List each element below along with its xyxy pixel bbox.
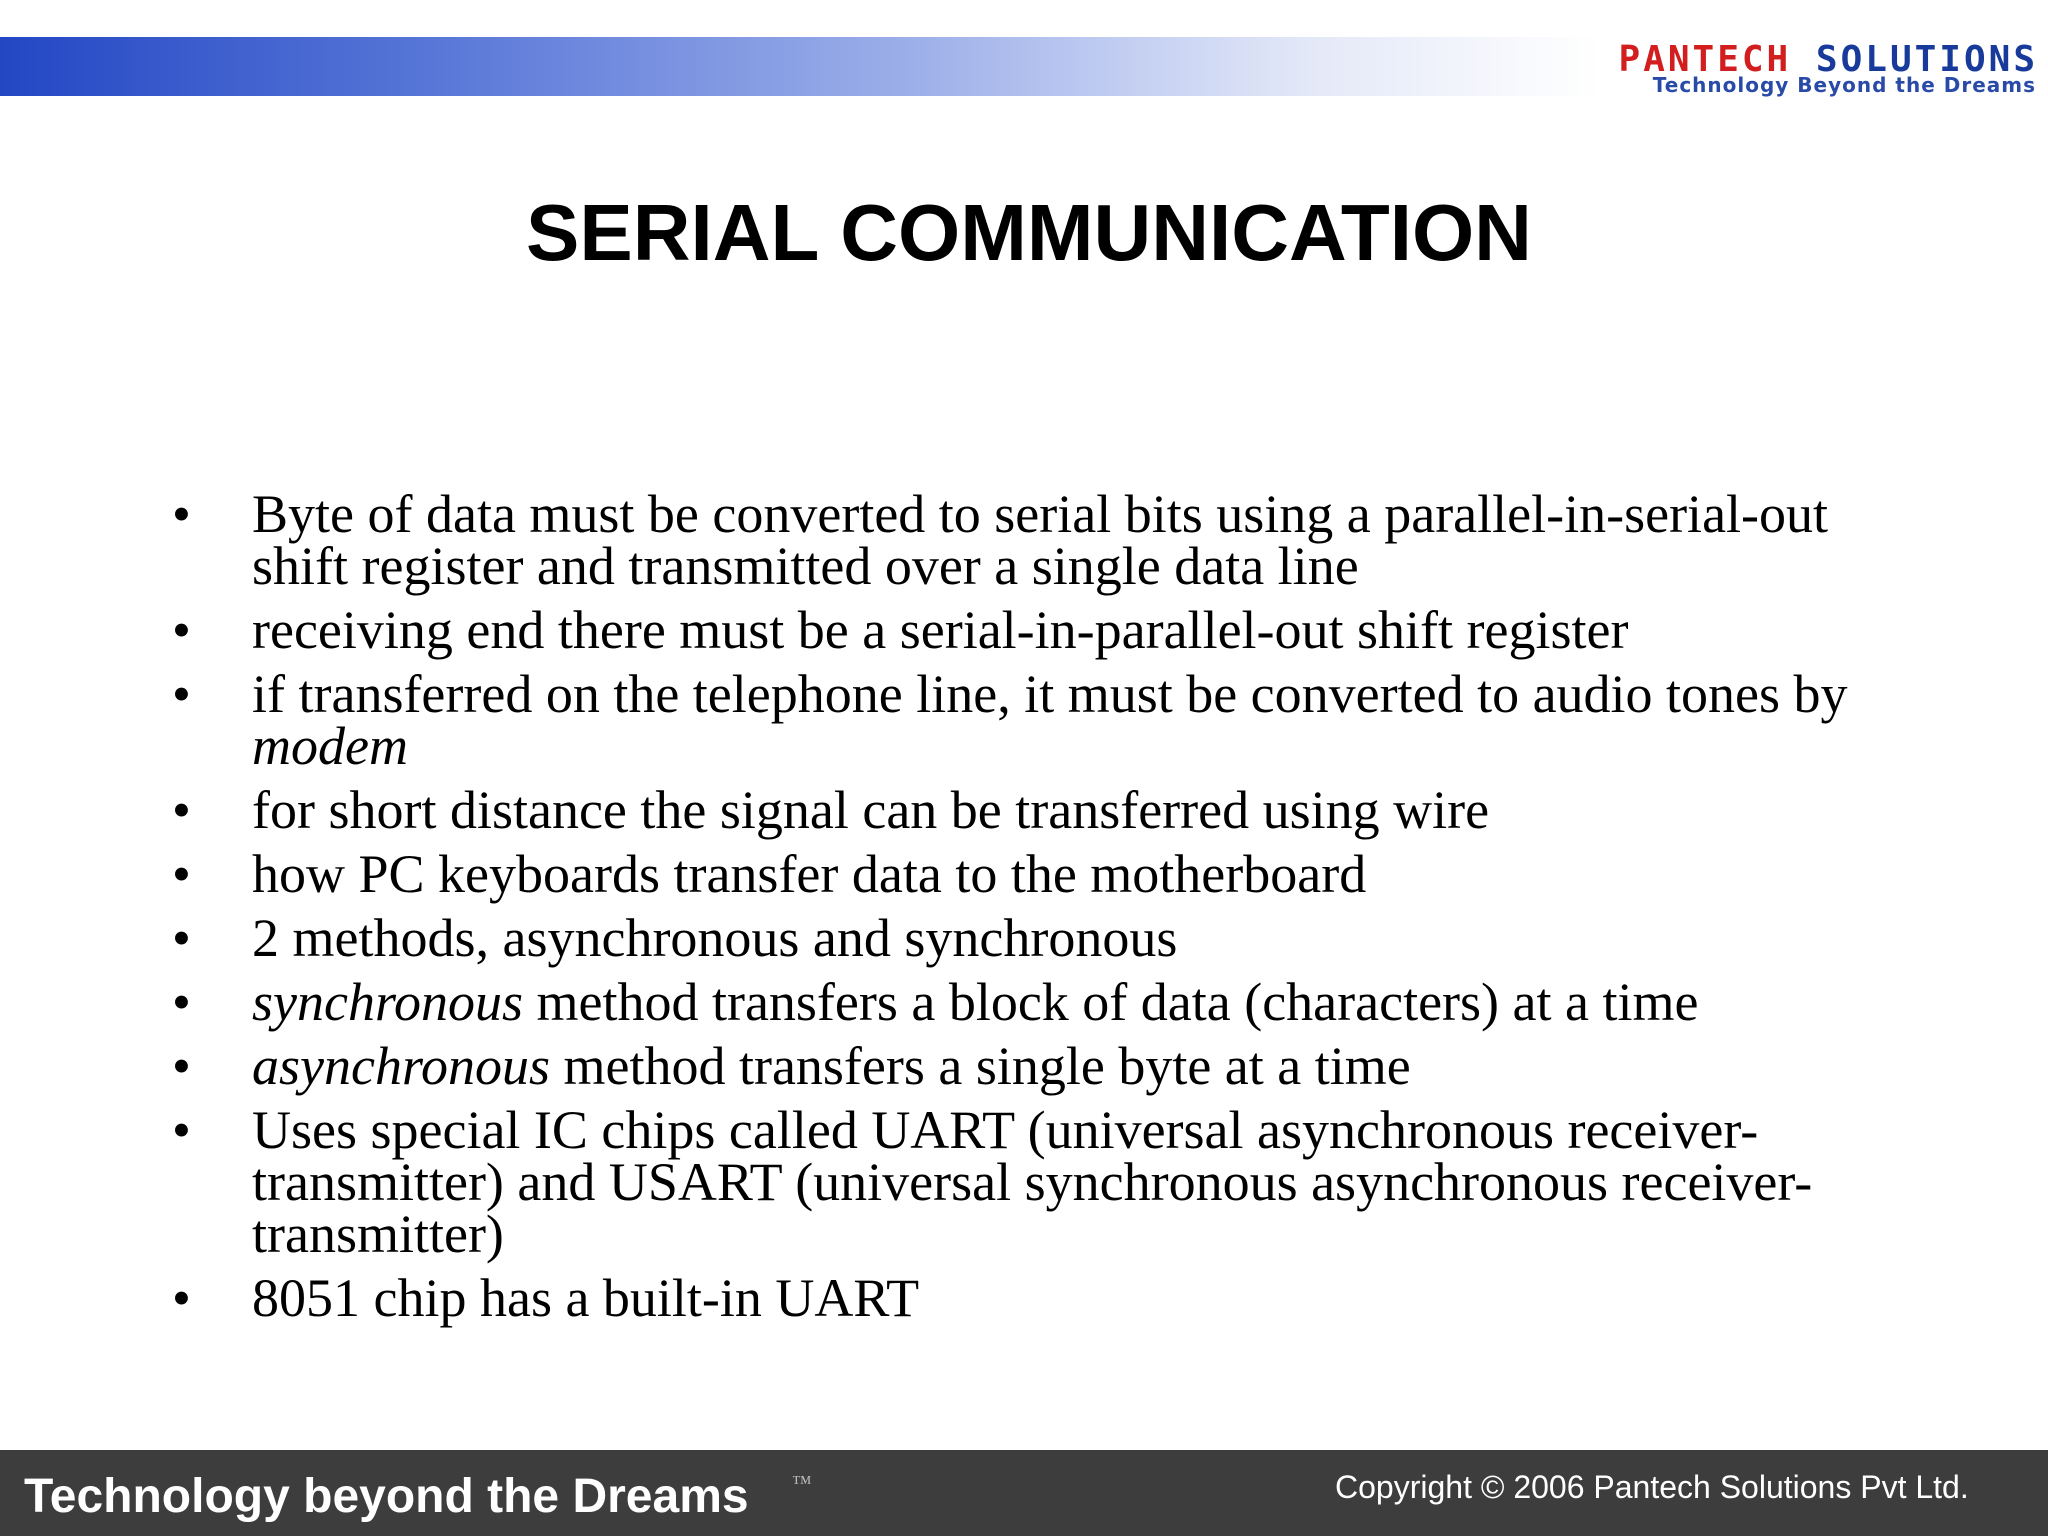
bullet-text-segment: if transferred on the telephone line, it must be converted to audio tones by bbox=[252, 664, 1848, 724]
bullet-item bbox=[172, 664, 1932, 776]
bullet-dot: • bbox=[172, 844, 191, 904]
bullet-text-segment: receiving end there must be a serial-in-parallel-out shift register bbox=[252, 600, 1629, 660]
bullet-text-segment: 2 methods, asynchronous and synchronous bbox=[252, 908, 1178, 968]
bullet-item bbox=[172, 844, 1932, 904]
bullet-text-segment: Byte of data must be converted to serial bits using a parallel-in-serial-out shift register and transmitted over a single data line bbox=[252, 484, 1829, 596]
bullet-dot: • bbox=[172, 1100, 191, 1160]
bullet-text bbox=[252, 484, 1828, 596]
bullet-italic-term: synchronous bbox=[252, 972, 523, 1032]
bullet-dot: • bbox=[172, 600, 191, 660]
bullet-italic-term: modem bbox=[252, 716, 408, 776]
bullet-text bbox=[252, 780, 1489, 840]
bullet-text bbox=[252, 1036, 1411, 1096]
bullet-dot: • bbox=[172, 1036, 191, 1096]
header-gradient-band bbox=[0, 37, 1600, 96]
bullet-item bbox=[172, 600, 1932, 660]
bullet-item bbox=[172, 1100, 1932, 1264]
bullet-text-segment: how PC keyboards transfer data to the motherboard bbox=[252, 844, 1367, 904]
bullet-text bbox=[252, 600, 1628, 660]
bullet-text-segment: method transfers a block of data (characters) at a time bbox=[522, 972, 1699, 1032]
pantech-logo bbox=[1548, 40, 2038, 100]
bullet-text bbox=[252, 908, 1177, 968]
bullet-italic-term: asynchronous bbox=[252, 1036, 550, 1096]
bullet-text-segment: 8051 chip has a built-in UART bbox=[252, 1268, 920, 1328]
bullet-item bbox=[172, 780, 1932, 840]
logo-tagline: Technology Beyond the Dreams bbox=[1652, 73, 2036, 97]
bullet-dot: • bbox=[172, 972, 191, 1032]
bullet-dot: • bbox=[172, 780, 191, 840]
bullet-list bbox=[172, 484, 1932, 1336]
bullet-text bbox=[252, 844, 1366, 904]
bullet-dot: • bbox=[172, 664, 191, 724]
bullet-item bbox=[172, 1036, 1932, 1096]
bullet-item bbox=[172, 972, 1932, 1032]
bullet-text-segment: for short distance the signal can be transferred using wire bbox=[252, 780, 1490, 840]
footer-copyright: Copyright © 2006 Pantech Solutions Pvt Ltd. bbox=[1335, 1469, 1969, 1505]
bullet-dot: • bbox=[172, 908, 191, 968]
bullet-text-segment: Uses special IC chips called UART (universal asynchronous receiver-transmitter) and USART (universal synchronous asynchronous receiver-transmitter) bbox=[252, 1100, 1813, 1264]
bullet-text bbox=[252, 664, 1848, 776]
bullet-text bbox=[252, 1268, 919, 1328]
logo-brand-part-a: PANTECH bbox=[1618, 39, 1792, 80]
footer-tagline: Technology beyond the Dreams bbox=[24, 1470, 749, 1523]
logo-brand-part-b: SOLUTIONS bbox=[1815, 39, 2038, 80]
bullet-item bbox=[172, 908, 1932, 968]
bullet-text bbox=[252, 972, 1698, 1032]
bullet-text bbox=[252, 1100, 1812, 1264]
bullet-dot: • bbox=[172, 1268, 191, 1328]
bullet-item bbox=[172, 1268, 1932, 1328]
bullet-item bbox=[172, 484, 1932, 596]
bullet-text-segment: method transfers a single byte at a time bbox=[549, 1036, 1411, 1096]
bullet-dot: • bbox=[172, 484, 191, 544]
slide-title: SERIAL COMMUNICATION bbox=[526, 188, 1532, 277]
footer-trademark-mark: ™ bbox=[792, 1472, 812, 1494]
footer-bar bbox=[0, 1450, 2048, 1536]
